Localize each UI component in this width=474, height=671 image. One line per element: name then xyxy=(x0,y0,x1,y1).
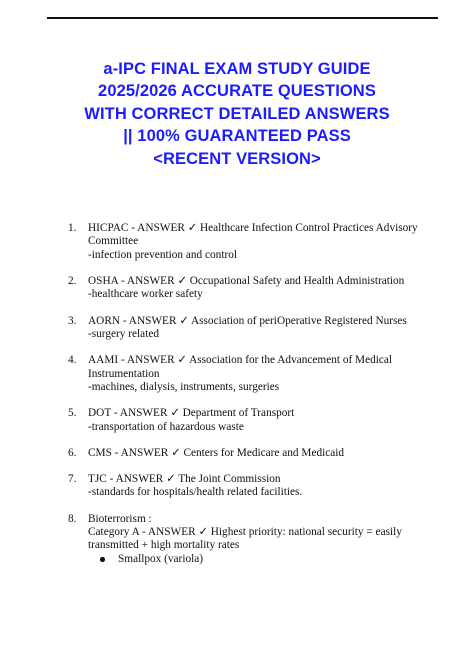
item-line: -healthcare worker safety xyxy=(88,288,203,301)
item-line: -surgery related xyxy=(88,328,159,341)
item-line: OSHA - ANSWER ✓ Occupational Safety and Health Administration xyxy=(88,275,405,288)
title-line: WITH CORRECT DETAILED ANSWERS xyxy=(84,104,390,123)
list-item xyxy=(60,354,420,394)
item-number: 6. xyxy=(68,446,77,459)
item-number: 4. xyxy=(68,354,77,367)
item-line: -infection prevention and control xyxy=(88,248,238,261)
header-rule xyxy=(47,17,438,19)
item-line: Instrumentation xyxy=(88,367,160,380)
list-item xyxy=(60,473,420,500)
list-item xyxy=(60,407,420,434)
item-line: transmitted + high mortality rates xyxy=(88,539,240,552)
document-title xyxy=(30,58,444,170)
list-item xyxy=(60,315,420,342)
item-number: 2. xyxy=(68,275,77,288)
item-number: 5. xyxy=(68,407,77,420)
item-number: 3. xyxy=(68,314,77,327)
list-item xyxy=(60,222,420,262)
item-line: Committee xyxy=(88,235,139,248)
item-number: 1. xyxy=(68,222,77,234)
title-line: a-IPC FINAL EXAM STUDY GUIDE xyxy=(103,60,371,78)
list-item xyxy=(60,513,420,567)
item-number: 8. xyxy=(68,512,77,525)
bullet-item xyxy=(92,553,420,566)
item-line: TJC - ANSWER ✓ The Joint Commission xyxy=(88,473,281,486)
item-line: -machines, dialysis, instruments, surgeries xyxy=(88,381,280,394)
item-line: -transportation of hazardous waste xyxy=(88,420,244,433)
item-line: Bioterrorism : xyxy=(88,512,152,525)
list-item xyxy=(60,447,420,460)
item-line: Category A - ANSWER ✓ Highest priority: national security = easily xyxy=(88,526,402,539)
item-line: CMS - ANSWER ✓ Centers for Medicare and Medicaid xyxy=(88,446,345,459)
numbered-list xyxy=(60,222,420,579)
title-line: || 100% GUARANTEED PASS xyxy=(123,127,351,146)
item-line: AORN - ANSWER ✓ Association of periOperative Registered Nurses xyxy=(88,314,407,327)
list-item xyxy=(60,275,420,302)
item-line: HICPAC - ANSWER ✓ Healthcare Infection Control Practices Advisory xyxy=(88,222,418,234)
title-line: <RECENT VERSION> xyxy=(153,149,321,168)
bullet-dot-icon xyxy=(100,557,105,562)
title-line: 2025/2026 ACCURATE QUESTIONS xyxy=(98,82,376,101)
item-line: AAMI - ANSWER ✓ Association for the Advancement of Medical xyxy=(88,354,393,367)
item-line: DOT - ANSWER ✓ Department of Transport xyxy=(88,407,295,420)
item-number: 7. xyxy=(68,473,77,486)
bullet-text: Smallpox (variola) xyxy=(118,552,204,565)
item-line: -standards for hospitals/health related facilities. xyxy=(88,486,303,499)
